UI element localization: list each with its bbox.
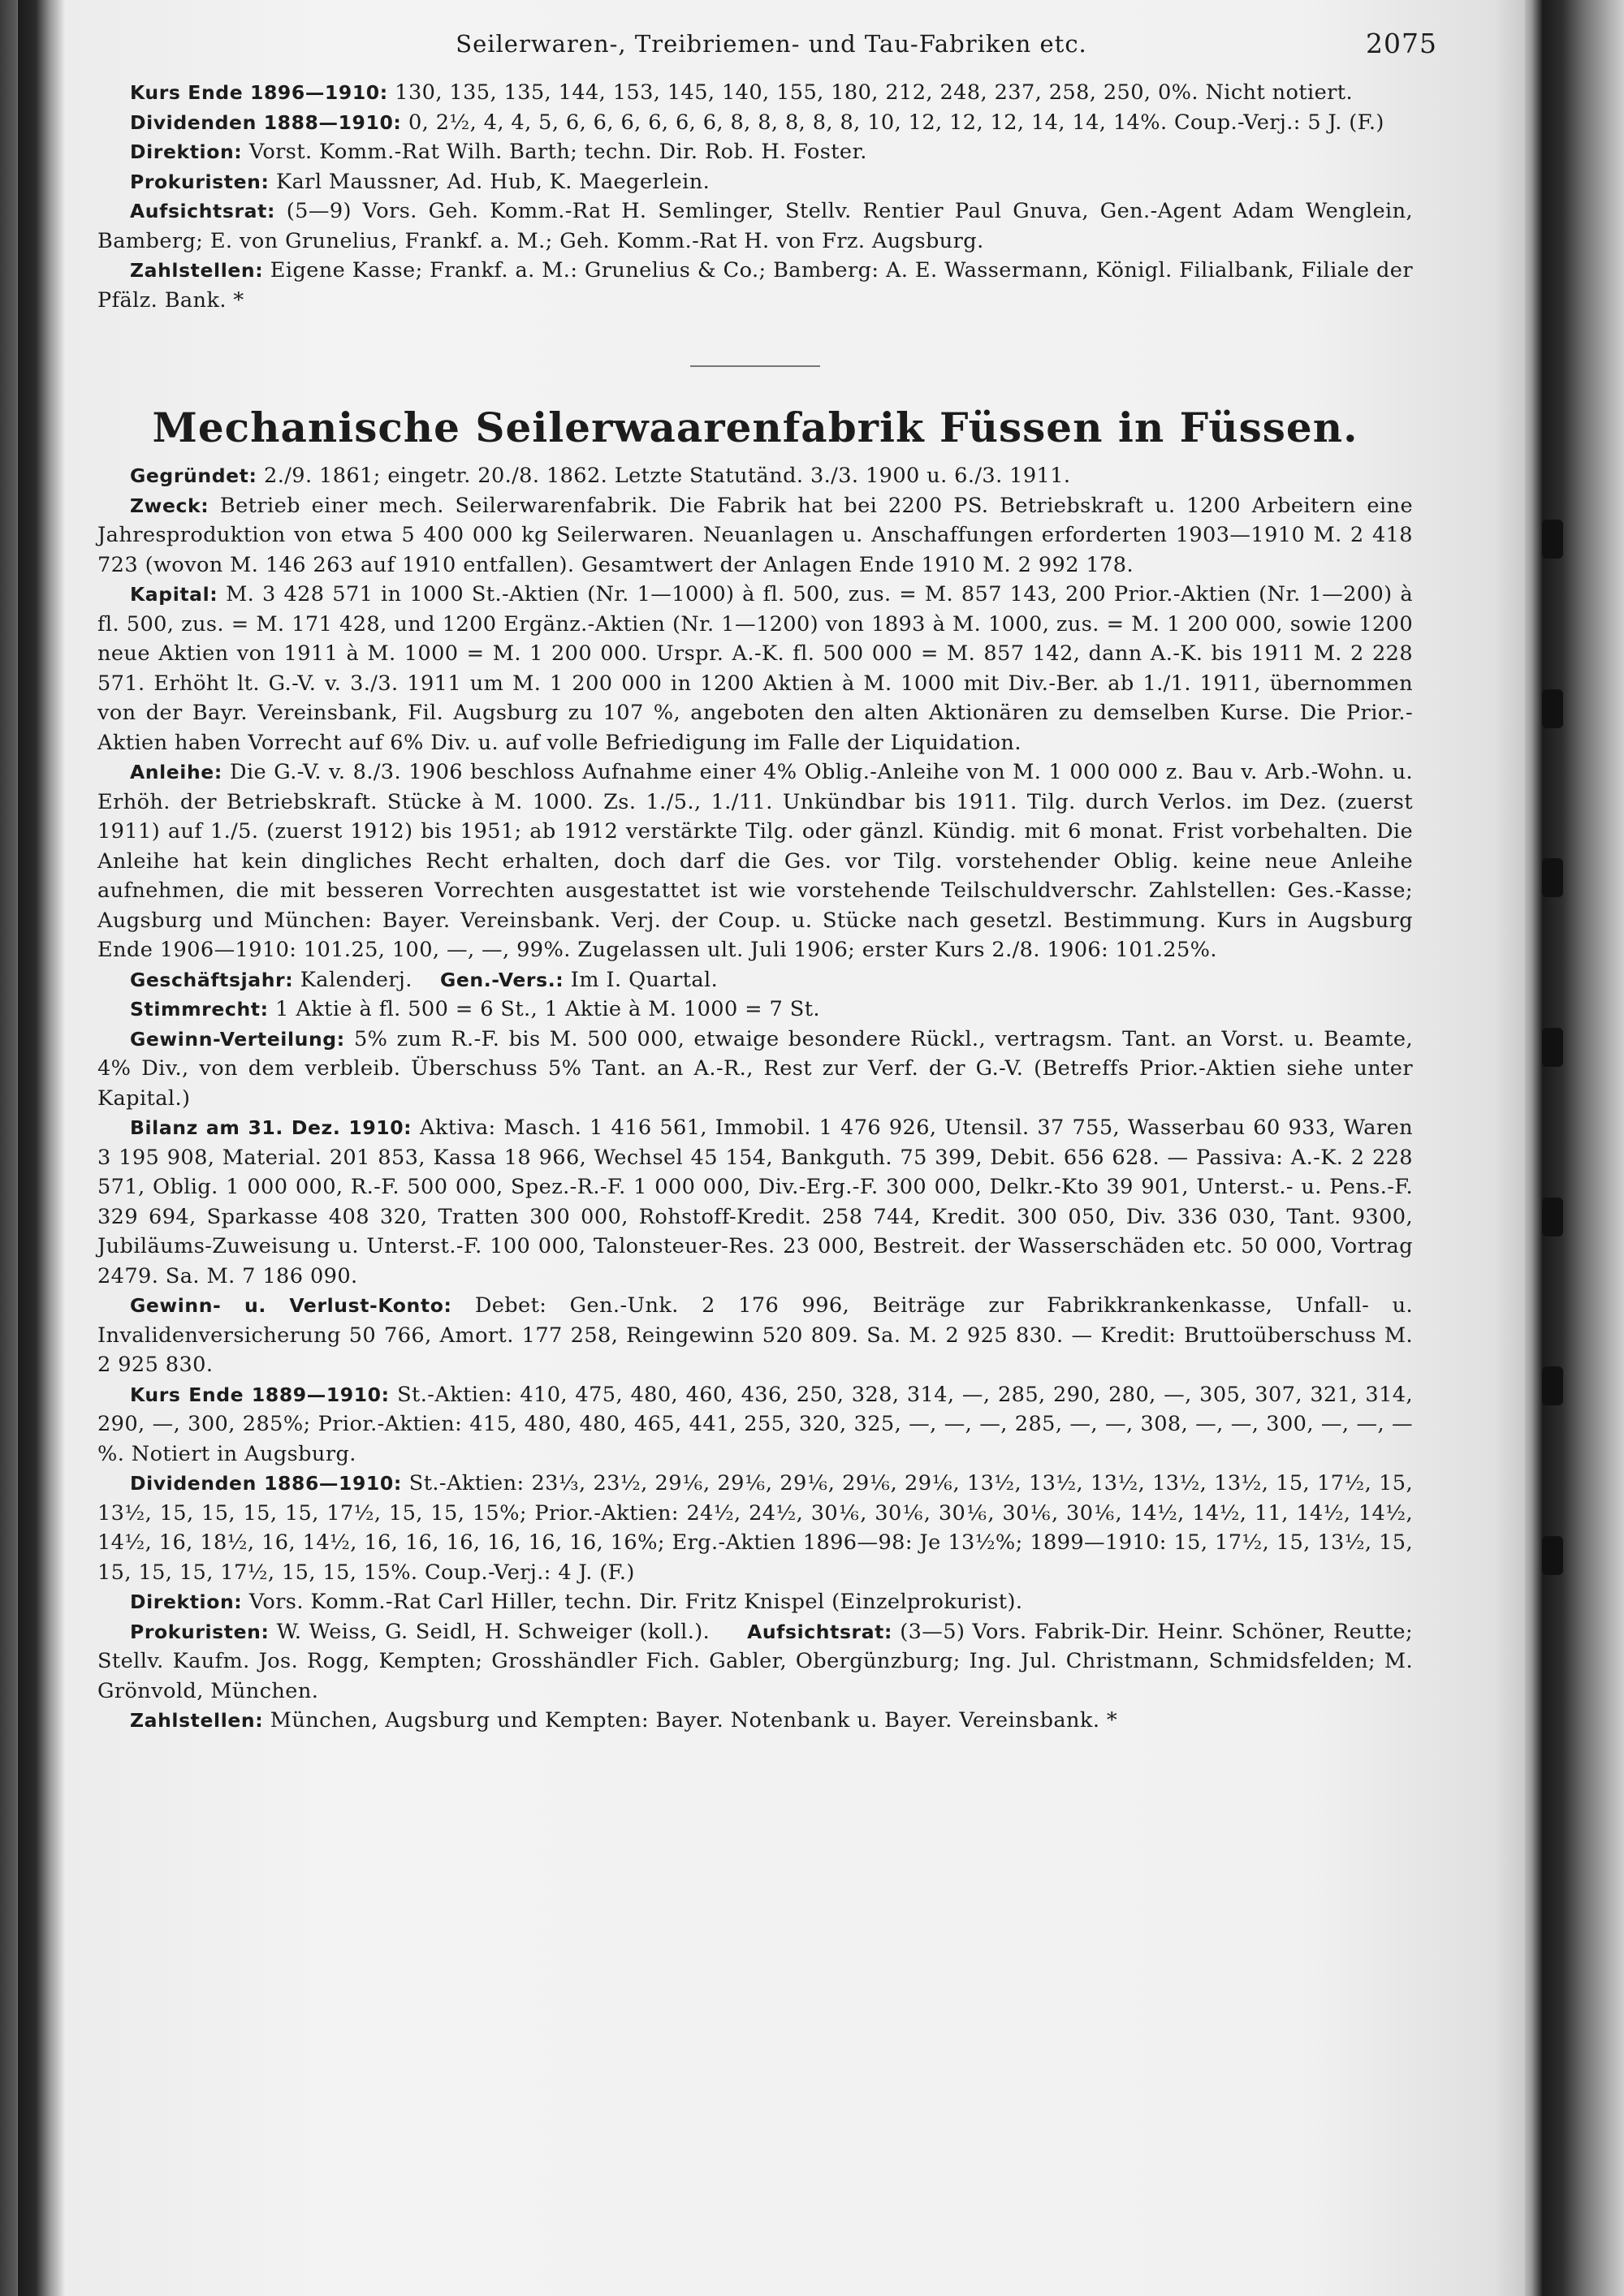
entry-aufsichtsrat [97,196,1413,256]
entry-dividenden [97,108,1413,138]
entry-direktion [97,137,1413,167]
entry-label: Gegründet: [130,464,257,487]
entry-text: (5—9) Vors. Geh. Komm.-Rat H. Semlinger, Stellv. Rentier Paul Gnuva, Gen.-Agent Adam Wenglein, Bamberg; E. von Grunelius, Frankf. a. M.; Geh. Komm.-Rat H. von Frz. Augsburg. [97,199,1413,253]
entry-label: Gewinn- u. Verlust-Konto: [130,1294,452,1317]
entry-text: St.-Aktien: 23⅓, 23½, 29⅙, 29⅙, 29⅙, 29⅙, 29⅙, 13½, 13½, 13½, 13½, 13½, 15, 17½, 15, 13½, 15, 15, 15, 15, 17½, 15, 15, 15%; Prior.-Aktien: 24½, 24½, 30⅙, 30⅙, 30⅙, 30⅙, 30⅙, 14½, 14½, 11, 14½, 14½, 14½, 16, 18½, 16, 14½, 16, 16, 16, 16, 16, 16, 16%; Erg.-Aktien 1896—98: Je 13½%; 1899—1910: 15, 17½, 15, 13½, 15, 15, 15, 15, 17½, 15, 15, 15%. Coup.-Verj.: 4 J. (F.) [97,1471,1413,1585]
entry-kurs [97,78,1413,108]
spine-mark [1542,1028,1563,1067]
entry-label: Aufsichtsrat: [130,200,275,222]
entry-text: 1 Aktie à fl. 500 = 6 St., 1 Aktie à M. 1000 = 7 St. [275,997,820,1021]
entry-text: Debet: Gen.-Unk. 2 176 996, Beiträge zur Fabrikkrankenkasse, Unfall- u. Invalidenversicherung 50 766, Amort. 177 258, Reingewinn 520 809. Sa. M. 2 925 830. — Kredit: Bruttoüberschuss M. 2 925 830. [97,1293,1413,1377]
entry-text: Aktiva: Masch. 1 416 561, Immobil. 1 476 926, Utensil. 37 755, Wasserbau 60 933, Waren 3 195 908, Material. 201 853, Kassa 18 966, Wechsel 45 154, Bankguth. 75 399, Debit. 656 628. — Passiva: A.-K. 2 228 571, Oblig. 1 000 000, R.-F. 500 000, Spez.-R.-F. 1 000 000, Div.-Erg.-F. 300 000, Delkr.-Kto 39 901, Unterst.- u. Pens.-F. 329 694, Sparkasse 408 320, Tratten 300 000, Rohstoff-Kredit. 258 744, Kredit. 300 050, Div. 336 030, Tant. 9300, Jubiläums-Zuweisung u. Unterst.-F. 100 000, Talonsteuer-Res. 23 000, Bestreit. der Wasserschäden etc. 50 000, Vortrag 2479. Sa. M. 7 186 090. [97,1116,1413,1288]
entry-label-2: Gen.-Vers.: [439,968,564,991]
entry-label: Direktion: [130,140,243,163]
spine-mark [1542,1536,1563,1575]
entry-text: Vors. Komm.-Rat Carl Hiller, techn. Dir. Fritz Knispel (Einzelprokurist). [248,1590,1023,1614]
entry-label: Prokuristen: [130,1620,270,1643]
spine-mark [1542,1198,1563,1236]
company-section [97,461,1413,1736]
entry-text: M. 3 428 571 in 1000 St.-Aktien (Nr. 1—1000) à fl. 500, zus. = M. 857 143, 200 Prior.-Aktien (Nr. 1—200) à fl. 500, zus. = M. 171 428, und 1200 Ergänz.-Aktien (Nr. 1—1200) von 1893 à M. 1000, zus. = M. 1 200 000, sowie 1200 neue Aktien von 1911 à M. 1000 = M. 1 200 000. Urspr. A.-K. fl. 500 000 = M. 857 142, dann A.-K. bis 1911 M. 2 228 571. Erhöht lt. G.-V. v. 3./3. 1911 um M. 1 200 000 in 1200 Aktien à M. 1000 mit Div.-Ber. ab 1./1. 1911, übernommen von der Bayr. Vereinsbank, Fil. Augsburg zu 107 %, angeboten den alten Aktionären zu demselben Kurse. Die Prior.-Aktien haben Vorrecht auf 6% Div. u. auf volle Befriedigung im Falle der Liquidation. [97,582,1413,755]
entry-geschaeftsjahr [97,965,1413,995]
entry-text: Vorst. Komm.-Rat Wilh. Barth; techn. Dir. Rob. H. Foster. [248,140,867,164]
entry-text: 0, 2½, 4, 4, 5, 6, 6, 6, 6, 6, 6, 8, 8, 8, 8, 8, 10, 12, 12, 12, 14, 14, 14%. Coup.-Verj.: 5 J. (F.) [408,110,1384,135]
entry-text: W. Weiss, G. Seidl, H. Schweiger (koll.). [276,1619,710,1644]
previous-company-section [97,78,1413,315]
spine-mark [1542,689,1563,728]
left-page-edge [18,0,65,2296]
entry-gegruendet [97,461,1413,491]
entry-label: Direktion: [130,1590,243,1613]
entry-dividenden [97,1469,1413,1587]
entry-text: Betrieb einer mech. Seilerwarenfabrik. Die Fabrik hat bei 2200 PS. Betriebskraft u. 1200 Arbeitern eine Jahresproduktion von etwa 5 400 000 kg Seilerwaren. Neuanlagen u. Anschaffungen erforderten 1903—1910 M. 2 418 723 (wovon M. 146 263 auf 1910 entfallen). Gesamtwert der Anlagen Ende 1910 M. 2 992 178. [97,493,1413,577]
document-page [97,28,1437,2270]
entry-text: 130, 135, 135, 144, 153, 145, 140, 155, 180, 212, 248, 237, 258, 250, 0%. Nicht notiert. [395,80,1354,105]
company-title: Mechanische Seilerwaarenfabrik Füssen in Füssen. [152,404,1358,451]
entry-zahlstellen [97,256,1413,315]
entry-label-2: Aufsichtsrat: [747,1620,893,1643]
entry-gewinn-verlust [97,1291,1413,1380]
page-number: 2075 [1366,28,1437,59]
entry-label: Kapital: [130,583,218,606]
entry-bilanz [97,1113,1413,1291]
entry-kapital [97,580,1413,757]
entry-stimmrecht [97,995,1413,1025]
entry-label: Prokuristen: [130,170,270,193]
entry-label: Dividenden 1888—1910: [130,110,402,134]
running-title: Seilerwaren-, Treibriemen- und Tau-Fabriken etc. [456,30,1087,58]
spine-mark [1542,1366,1563,1405]
entry-label: Kurs Ende 1896—1910: [130,81,388,104]
entry-gewinn-verteilung [97,1025,1413,1114]
spine-mark [1542,520,1563,559]
entry-text: München, Augsburg und Kempten: Bayer. Notenbank u. Bayer. Vereinsbank. * [270,1708,1118,1733]
entry-prokuristen-aufsichtsrat [97,1617,1413,1707]
entry-prokuristen [97,167,1413,197]
entry-label: Geschäftsjahr: [130,968,294,991]
entry-zweck [97,491,1413,580]
entry-zahlstellen [97,1706,1413,1736]
entry-direktion [97,1587,1413,1617]
entry-label: Kurs Ende 1889—1910: [130,1383,390,1406]
entry-text: Kalenderj. [300,967,412,992]
entry-text: St.-Aktien: 410, 475, 480, 460, 436, 250, 328, 314, —, 285, 290, 280, —, 305, 307, 321, 314, 290, —, 300, 285%; Prior.-Aktien: 415, 480, 480, 465, 441, 255, 320, 325, —, —, —, 285, —, —, 308, —, —, 300, —, —, —%. Notiert in Augsburg. [97,1382,1413,1466]
entry-kurs [97,1380,1413,1470]
spine-marks [1536,520,1569,1575]
entry-text: Die G.-V. v. 8./3. 1906 beschloss Aufnahme einer 4% Oblig.-Anleihe von M. 1 000 000 z. Bau v. Arb.-Wohn. u. Erhöh. der Betriebskraft. Stücke à M. 1000. Zs. 1./5., 1./11. Unkündbar bis 1911. Tilg. durch Verlos. im Dez. (zuerst 1911) auf 1./5. (zuerst 1912) bis 1951; ab 1912 verstärkte Tilg. oder gänzl. Kündig. mit 6 monat. Frist vorbehalten. Die Anleihe hat kein dingliches Recht erhalten, doch darf die Ges. vor Tilg. vorstehender Oblig. keine neue Anleihe aufnehmen, die mit besseren Vorrechten ausgestattet ist wie vorstehende Teilschuldverschr. Zahlstellen: Ges.-Kasse; Augsburg und München: Bayer. Vereinsbank. Verj. der Coup. u. Stücke nach gesetzl. Bestimmung. Kurs in Augsburg Ende 1906—1910: 101.25, 100, —, —, 99%. Zugelassen ult. Juli 1906; erster Kurs 2./8. 1906: 101.25%. [97,760,1413,962]
entry-label: Zahlstellen: [130,1709,264,1732]
entry-label: Zahlstellen: [130,259,264,282]
entry-text: Eigene Kasse; Frankf. a. M.: Grunelius & Co.; Bamberg: A. E. Wassermann, Königl. Filialbank, Filiale der Pfälz. Bank. * [97,258,1413,313]
entry-label: Zweck: [130,494,209,517]
section-divider [690,365,820,367]
spine-mark [1542,858,1563,897]
entry-text: 5% zum R.-F. bis M. 500 000, etwaige besondere Rückl., vertragsm. Tant. an Vorst. u. Beamte, 4% Div., von dem verbleib. Überschuss 5% Tant. an A.-R., Rest zur Verf. der G.-V. (Betreffs Prior.-Aktien siehe unter Kapital.) [97,1026,1413,1111]
entry-label: Anleihe: [130,761,222,783]
entry-text: Karl Maussner, Ad. Hub, K. Maegerlein. [276,169,710,194]
entry-text-2: Im I. Quartal. [570,967,719,992]
entry-label: Stimmrecht: [130,998,269,1021]
running-header [97,28,1437,78]
entry-text: 2./9. 1861; eingetr. 20./8. 1862. Letzte Statutänd. 3./3. 1900 u. 6./3. 1911. [264,464,1071,488]
entry-anleihe [97,757,1413,965]
entry-label: Bilanz am 31. Dez. 1910: [130,1116,412,1139]
entry-text-2: (3—5) Vors. Fabrik-Dir. Heinr. Schöner, Reutte; Stellv. Kaufm. Jos. Rogg, Kempten; Grosshändler Fich. Gabler, Obergünzburg; Ing. Jul. Christmann, Schmidsfelden; M. Grönvold, München. [97,1619,1413,1703]
entry-label: Gewinn-Verteilung: [130,1027,345,1051]
entry-label: Dividenden 1886—1910: [130,1472,402,1495]
